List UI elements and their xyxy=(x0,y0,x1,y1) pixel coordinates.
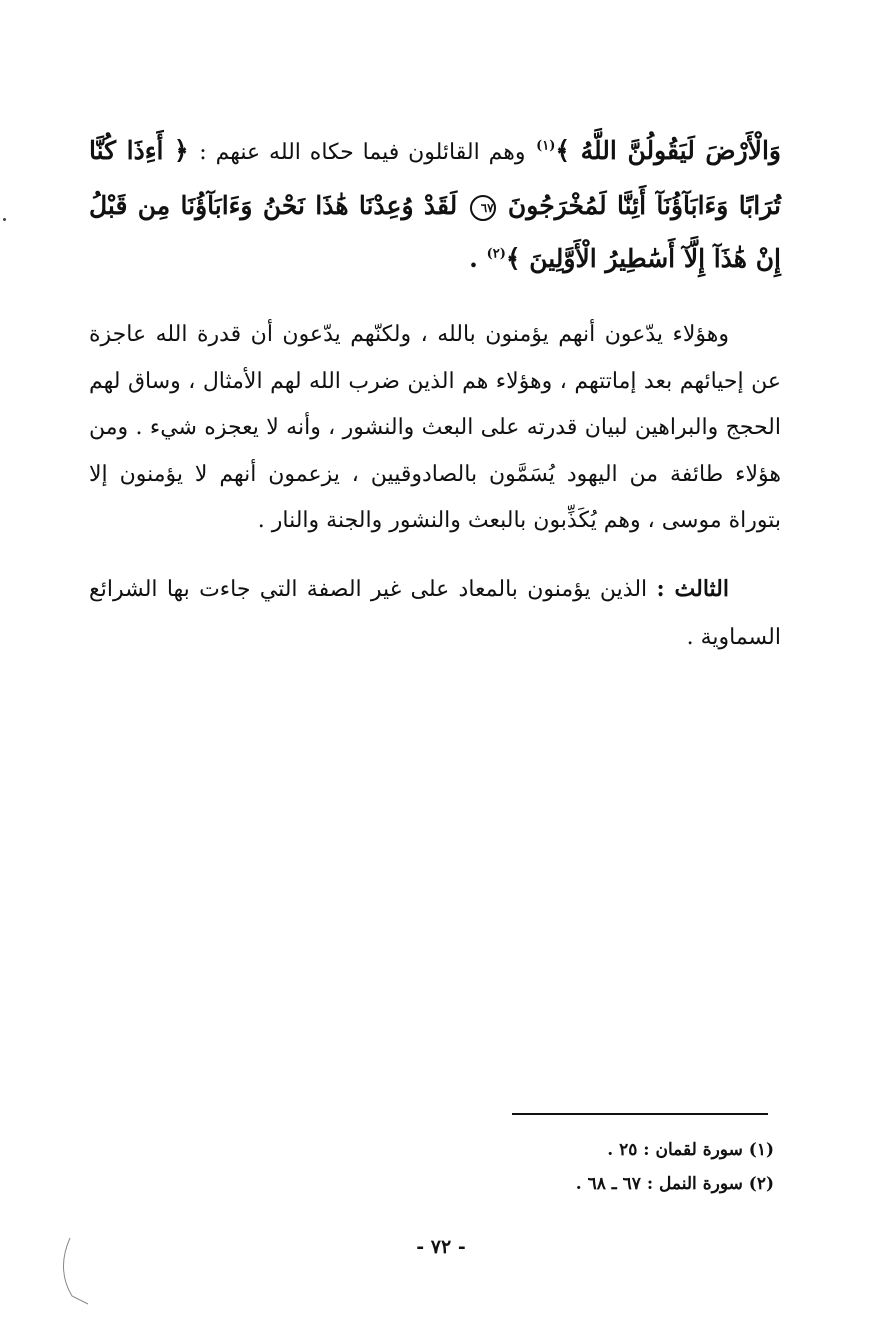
footnote-separator xyxy=(512,1113,768,1115)
scan-edge-mark xyxy=(58,1236,98,1306)
paragraph-lead-heading: الثالث : xyxy=(656,576,729,602)
footnote-1: (١) سورة لقمان : ٢٥ . xyxy=(607,1140,774,1160)
paragraph-deniers-of-resurrection: وهؤلاء يدّعون أنهم يؤمنون بالله ، ولكنّهم يدّعون أن قدرة الله عاجزة عن إحيائهم بعد إماتتهم ، وهؤلاء هم الذين ضرب الله لهم الأمثال ، وساق لهم الحجج والبراهين لبيان قدرته على البعث والنشور ، وأنه لا يعجزه شيء . ومن هؤلاء طائفة من اليهود يُسَمَّون بالصادوقيين ، يزعمون أنهم لا يؤمنون إلا بتوراة موسى ، وهم يُكَذِّبون بالبعث والنشور والجنة والنار . xyxy=(89,322,781,533)
verse-commentary: وهم القائلون فيما حكاه الله عنهم : xyxy=(199,140,526,165)
footnote-ref-1: (١) xyxy=(536,138,556,154)
verse-quote-start: ﴿ أَءِذَا كُنَّا تُرَابًا وَءَابَآؤُنَآ أَئِنَّا لَمُخْرَجُونَ xyxy=(89,136,781,220)
ayah-number-marker: ٦٧ xyxy=(470,195,496,221)
footnotes xyxy=(374,1133,774,1201)
verse-quote-continuation: لَقَدْ وُعِدْنَا هَٰذَا نَحْنُ وَءَابَآؤُنَا مِن قَبْلُ إِنْ هَٰذَآ إِلَّآ أَسَٰطِيرُ الْأَوَّلِينَ ﴾ xyxy=(89,191,781,273)
verse-fragment-opening: وَالْأَرْضَ لَيَقُولُنَّ اللَّهُ xyxy=(580,136,781,165)
paragraph-third-group xyxy=(89,565,781,662)
paragraph-third-group-text: الذين يؤمنون بالمعاد على غير الصفة التي جاءت بها الشرائع السماوية . xyxy=(89,577,781,650)
quran-verse-block: وَالْأَرْضَ لَيَقُولُنَّ اللَّهُ ﴾$^{(١)}$ وهم القائلون فيما حكاه الله عنهم : ﴿ أَءِذَا كُنَّا تُرَابًا وَءَابَآؤُنَآ أَئِنَّا لَمُخْرَجُونَ ٦٧ لَقَدْ وُعِدْنَا هَٰذَا نَحْنُ وَءَابَآؤُنَا مِن قَبْلُ إِنْ هَٰذَآ إِلَّآ أَسَٰطِيرُ الْأَوَّلِينَ ﴾$^{(٢)}$ . xyxy=(89,136,781,273)
scan-speck xyxy=(3,218,6,221)
verse-end-period: . xyxy=(469,244,487,273)
footnote-ref-2: (٢) xyxy=(486,246,506,262)
page-number: - ٧٢ - xyxy=(416,1236,466,1258)
footnote-2: (٢) سورة النمل : ٦٧ ـ ٦٨ . xyxy=(575,1174,774,1194)
